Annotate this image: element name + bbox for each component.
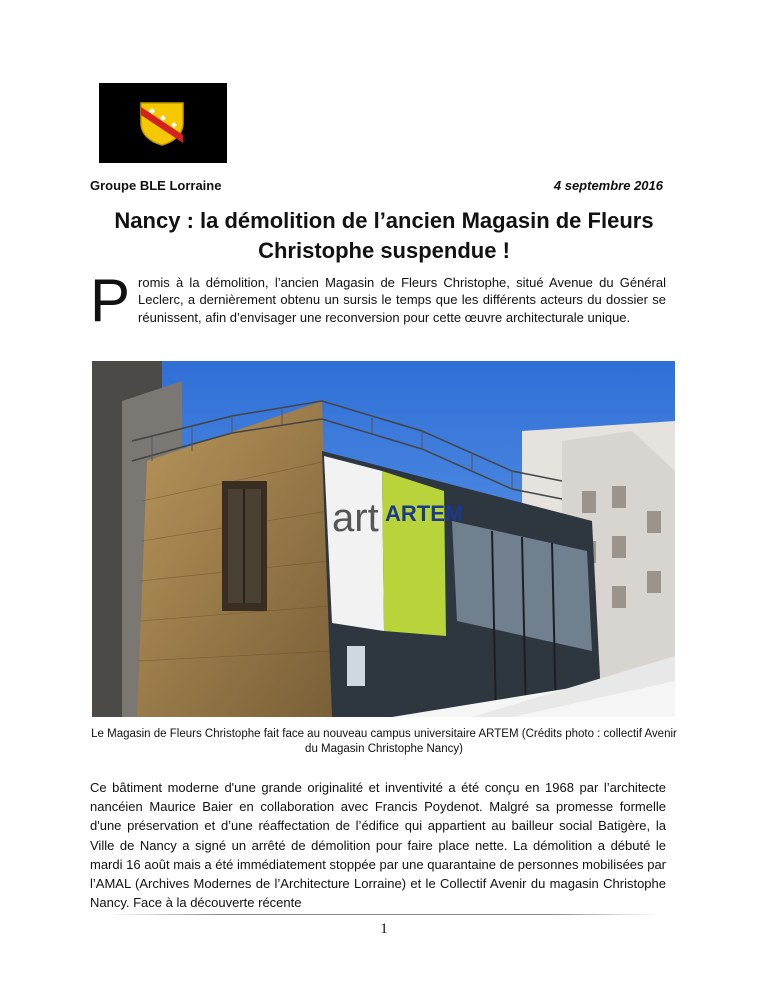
drop-cap: P [90,267,131,334]
logo [99,83,227,163]
publication-date: 4 septembre 2016 [553,178,663,193]
article-title: Nancy : la démolition de l’ancien Magasin de Fleurs Christophe suspendue ! [114,208,654,263]
footer-divider [110,914,658,915]
lorraine-coat-of-arms-icon [137,99,187,147]
photo-caption: Le Magasin de Fleurs Christophe fait face au nouveau campus universitaire ARTEM (Crédits photo : collectif Avenir du Magasin Christophe Nancy) [91,728,677,755]
page-number: 1 [380,921,388,937]
svg-text:ARTEM: ARTEM [385,501,464,526]
intro-text: romis à la démolition, l’ancien Magasin de Fleurs Christophe, situé Avenue du Général Leclerc, a dernièrement obtenu un sursis le temps que les différents acteurs du dossier se réunissent, afin d’envisager une reconversion pour cette œuvre architecturale unique. [138,275,666,325]
body-paragraph: Ce bâtiment moderne d'une grande originalité et inventivité a été conçu en 1968 par l’architecte nancéien Maurice Baier en collaboration avec Francis Poydenot. Malgré sa promesse formelle d'une préservation et d’une réaffectation de l’édifice qui appartient au bailleur social Batigère, la Ville de Nancy a signé un arrêté de démolition pour faire place nette. La démolition a débuté le mardi 16 août mais a été immédiatement stoppée par une quarantaine de personnes mobilisées par l’AMAL (Archives Modernes de l’Architecture Lorraine) et le Collectif Avenir du magasin Christophe Nancy. Face à la découverte récente [90,780,666,911]
group-name: Groupe BLE Lorraine [90,178,222,193]
building-photo [92,361,675,717]
svg-text:art: art [332,496,379,540]
intro-paragraph [90,267,666,334]
